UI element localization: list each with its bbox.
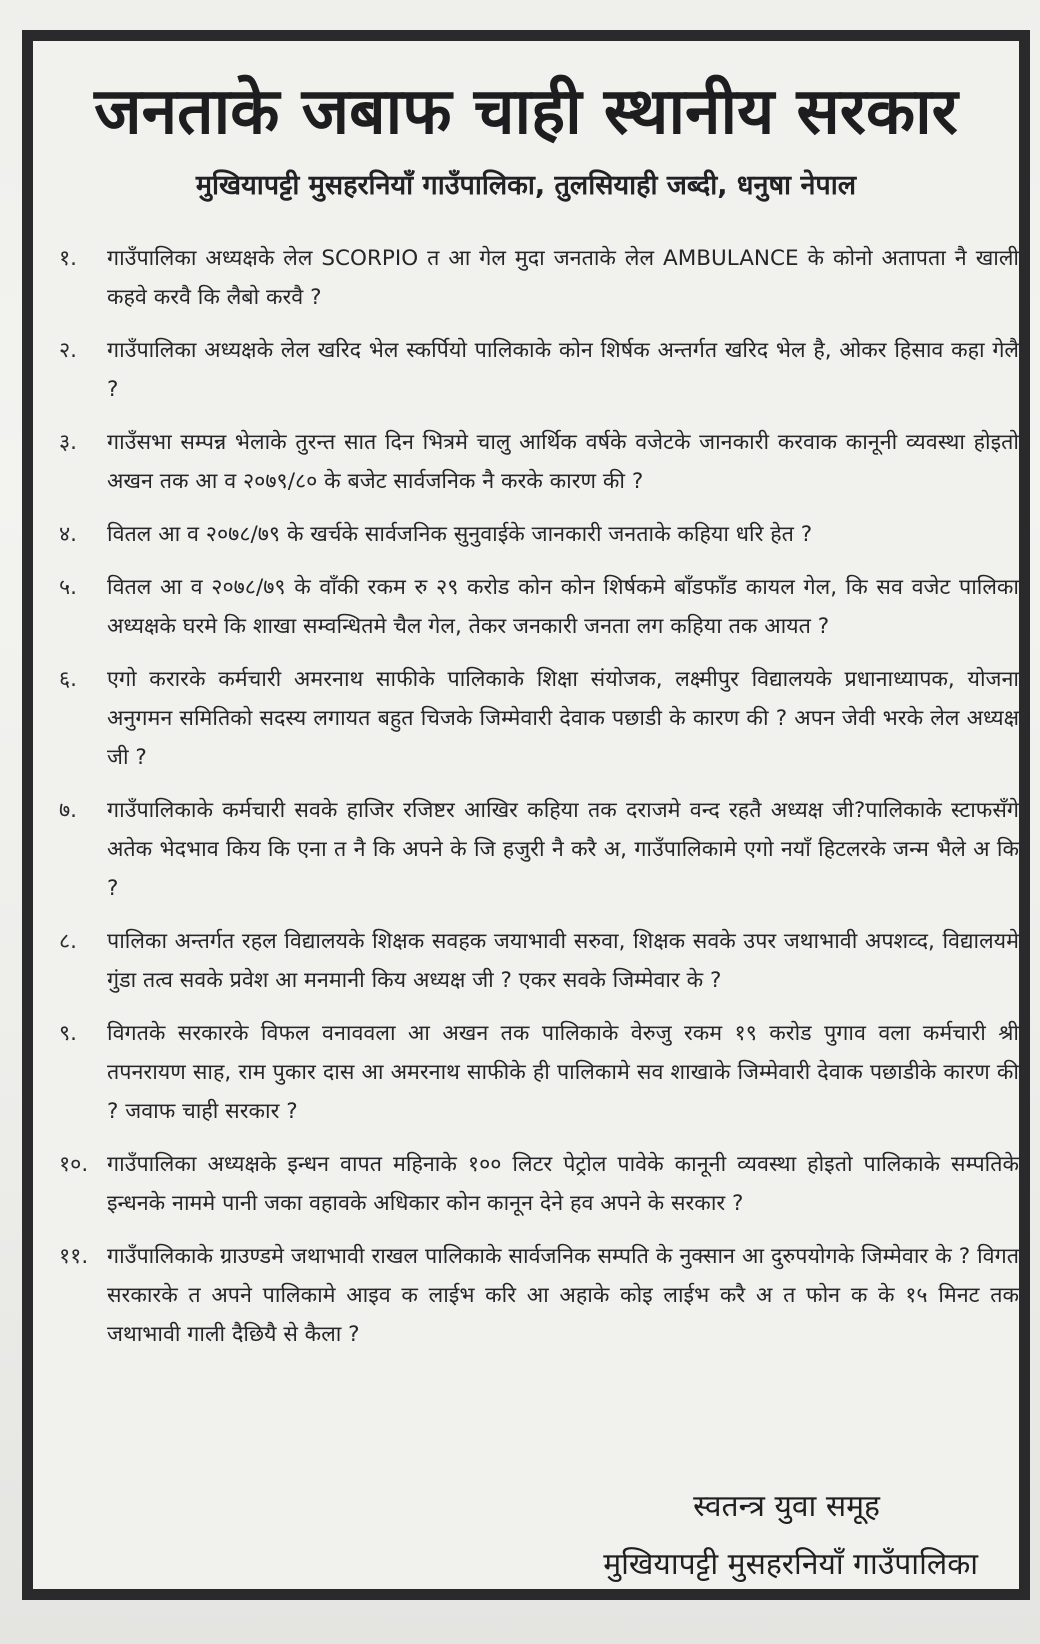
question-text: गाउँसभा सम्पन्न भेलाके तुरन्त सात दिन भित्रमे चालु आर्थिक वर्षके वजेटके जानकारी करवाक कानूनी व्यवस्था होइतो अखन तक आ व २०७९/८० के बजेट सार्वजनिक नै करके कारण की ? bbox=[107, 430, 1019, 494]
question-text: वितल आ व २०७८/७९ के वाँकी रकम रु २९ करोड कोन कोन शिर्षकमे बाँडफाँड कायल गेल, कि सव वजेट पालिका अध्यक्षके घरमे कि शाखा सम्वन्धितमे चैल गेल, तेकर जनकारी जनता लग कहिया तक आयत ? bbox=[107, 575, 1019, 639]
question-item bbox=[59, 239, 1019, 317]
poster-title: जनताके जबाफ चाही स्थानीय सरकार bbox=[94, 75, 958, 149]
question-item bbox=[59, 1237, 1019, 1354]
question-number: १. bbox=[59, 246, 78, 271]
poster-subtitle: मुखियापट्टी मुसहरनियाँ गाउँपालिका, तुलसियाही जब्दी, धनुषा नेपाल bbox=[195, 170, 857, 201]
question-item bbox=[59, 515, 1019, 554]
question-number: ९. bbox=[59, 1021, 78, 1046]
question-number: ६. bbox=[59, 667, 78, 692]
poster-border bbox=[22, 30, 1030, 1600]
question-number: ४. bbox=[59, 522, 78, 547]
signature-municipality: मुखियापट्टी मुसहरनियाँ गाउँपालिका bbox=[603, 1547, 978, 1582]
question-text: वितल आ व २०७८/७९ के खर्चके सार्वजनिक सुनुवाईके जानकारी जनताके कहिया धरि हेत ? bbox=[107, 522, 813, 547]
signature-group-name: स्वतन्त्र युवा समूह bbox=[693, 1489, 880, 1524]
question-item bbox=[59, 423, 1019, 501]
question-text: एगो करारके कर्मचारी अमरनाथ साफीके पालिकाके शिक्षा संयोजक, लक्ष्मीपुर विद्यालयके प्रधानाध्यापक, योजना अनुगमन समितिको सदस्य लगायत बहुत चिजके जिम्मेवारी देवाक पछाडी के कारण की ? अपन जेवी भरके लेल अध्यक्ष जी ? bbox=[107, 667, 1019, 770]
question-list bbox=[59, 239, 1019, 1368]
question-number: ११. bbox=[59, 1244, 89, 1269]
question-text: विगतके सरकारके विफल वनाववला आ अखन तक पालिकाके वेरुजु रकम १९ करोड पुगाव वला कर्मचारी श्री तपनरायण साह, राम पुकार दास आ अमरनाथ साफीके ही पालिकामे सव शाखाके जिम्मेवारी देवाक पछाडीके कारण की ? जवाफ चाही सरकार ? bbox=[107, 1021, 1019, 1124]
question-number: ५. bbox=[59, 575, 78, 600]
question-number: ८. bbox=[59, 929, 78, 954]
question-item bbox=[59, 660, 1019, 777]
question-number: २. bbox=[59, 338, 78, 363]
question-number: ७. bbox=[59, 798, 78, 823]
question-item bbox=[59, 568, 1019, 646]
question-item bbox=[59, 922, 1019, 1000]
question-item bbox=[59, 1014, 1019, 1131]
question-text: पालिका अन्तर्गत रहल विद्यालयके शिक्षक सवहक जयाभावी सरुवा, शिक्षक सवके उपर जथाभावी अपशव्द, विद्यालयमे गुंडा तत्व सवके प्रवेश आ मनमानी किय अध्यक्ष जी ? एकर सवके जिम्मेवार के ? bbox=[107, 929, 1019, 993]
question-item bbox=[59, 331, 1019, 409]
question-item bbox=[59, 1145, 1019, 1223]
question-text: गाउँपालिकाके कर्मचारी सवके हाजिर रजिष्टर आखिर कहिया तक दराजमे वन्द रहतै अध्यक्ष जी?पालिकाके स्टाफसँगे अतेक भेदभाव किय कि एना त नै कि अपने के जि हजुरी नै करै अ, गाउँपालिकामे एगो नयाँ हिटलरके जन्म भैले अ कि ? bbox=[107, 798, 1019, 901]
question-text: गाउँपालिकाके ग्राउण्डमे जथाभावी राखल पालिकाके सार्वजनिक सम्पति के नुक्सान आ दुरुपयोगके जिम्मेवार के ? विगत सरकारके त अपने पालिकामे आइव क लाईभ करि आ अहाके कोइ लाईभ करै अ त फोन क के १५ मिनट तक जथाभावी गाली दैछियै से कैला ? bbox=[107, 1244, 1019, 1347]
question-item bbox=[59, 791, 1019, 908]
question-number: १०. bbox=[59, 1152, 89, 1177]
question-number: ३. bbox=[59, 430, 78, 455]
question-text: गाउँपालिका अध्यक्षके लेल खरिद भेल स्कर्पियो पालिकाके कोन शिर्षक अन्तर्गत खरिद भेल है, ओकर हिसाव कहा गेलै ? bbox=[107, 338, 1019, 402]
question-text: गाउँपालिका अध्यक्षके इन्धन वापत महिनाके १०० लिटर पेट्रोल पावेके कानूनी व्यवस्था होइतो पालिकाके सम्पतिके इन्धनके नाममे पानी जका वहावके अधिकार कोन कानून देने हव अपने के सरकार ? bbox=[107, 1152, 1019, 1216]
question-text: गाउँपालिका अध्यक्षके लेल SCORPIO त आ गेल मुदा जनताके लेल AMBULANCE के कोनो अतापता नै खाली कहवे करवै कि लैबो करवै ? bbox=[107, 246, 1019, 310]
